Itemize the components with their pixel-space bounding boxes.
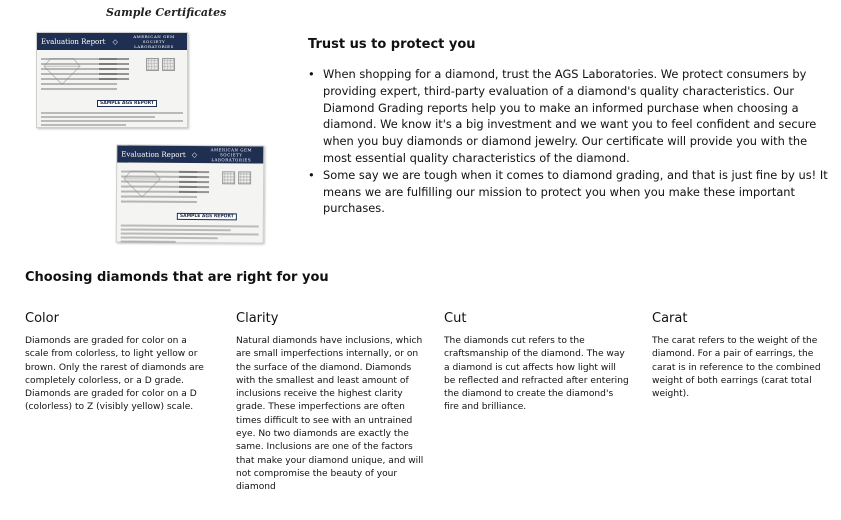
certificate-sample-label: SAMPLE AGS REPORT [97, 100, 157, 107]
clarity-plot-icon [146, 58, 175, 71]
trust-bullet-list [323, 66, 828, 217]
section-heading: Cut [444, 311, 467, 326]
diamond-logo-icon: ◇ [191, 150, 198, 159]
trust-bullet: • When shopping for a diamond, trust the AGS Laboratories. We protect consumers by providing expert, third-party evaluation of a diamond's quality characteristics. Our Diamond Grading reports help you to make an informed purchase when choosing a diamond. We know it's a big investment and we want you to feel confident and secure when you buy diamonds or diamond jewelry. Our certificate will provide you with the most essential quality characteristics of the diamond. [323, 66, 828, 167]
trust-bullet: • Some say we are tough when it comes to diamond grading, and that is just fine by us! It means we are fulfilling our mission to protect you when you make these important purchases. [323, 167, 828, 217]
sample-certificate-image [116, 144, 265, 243]
certificate-title: Evaluation Report [121, 150, 186, 159]
section-text: Diamonds are graded for color on a scale from colorless, to light yellow or brown. Only the rarest of diamonds are completely colorless, or a D grade. Diamonds are graded for color on a D (colorless) to Z (visibly yellow) scale. [25, 336, 204, 413]
section-heading: Color [25, 311, 59, 326]
trust-heading: Trust us to protect you [308, 37, 476, 52]
section-heading: Carat [652, 311, 688, 326]
certificate-sample-label: SAMPLE AGS REPORT [177, 213, 237, 220]
diamond-logo-icon: ◇ [112, 37, 118, 46]
section-text: The diamonds cut refers to the craftsmanship of the diamond. The way a diamond is cut affects how light will be reflected and refracted after entering the diamond to create the diamond's fire and brilliance. [444, 336, 629, 413]
sample-certificate-image [36, 32, 188, 128]
certificate-org: AMERICAN GEM SOCIETY LABORATORIES [210, 147, 253, 163]
color-section [25, 311, 210, 415]
certificate-header [117, 145, 263, 163]
clarity-plot-icon [222, 171, 251, 184]
sample-certificates-title: Sample Certificates [106, 6, 227, 19]
section-text: The carat refers to the weight of the diamond. For a pair of earrings, the carat is in reference to the combined weight of both earrings (carat total weight). [652, 336, 821, 400]
section-heading: Clarity [236, 311, 279, 326]
certificate-title: Evaluation Report [41, 37, 106, 46]
clarity-section [236, 311, 424, 495]
cut-section [444, 311, 630, 415]
certificate-org: AMERICAN GEM SOCIETY LABORATORIES [133, 34, 175, 49]
carat-section [652, 311, 830, 401]
certificate-header [37, 33, 187, 50]
choosing-heading: Choosing diamonds that are right for you [25, 270, 329, 285]
section-text: Natural diamonds have inclusions, which are small imperfections internally, or on the surface of the diamond. Diamonds with the smallest and least amount of inclusions receive the highest clarity grade. These imperfections are often times difficult to see with an untrained eye. No two diamonds are exactly the same. Inclusions are one of the factors that make your diamond unique, and will not compromise the beauty of your diamond [236, 336, 424, 493]
